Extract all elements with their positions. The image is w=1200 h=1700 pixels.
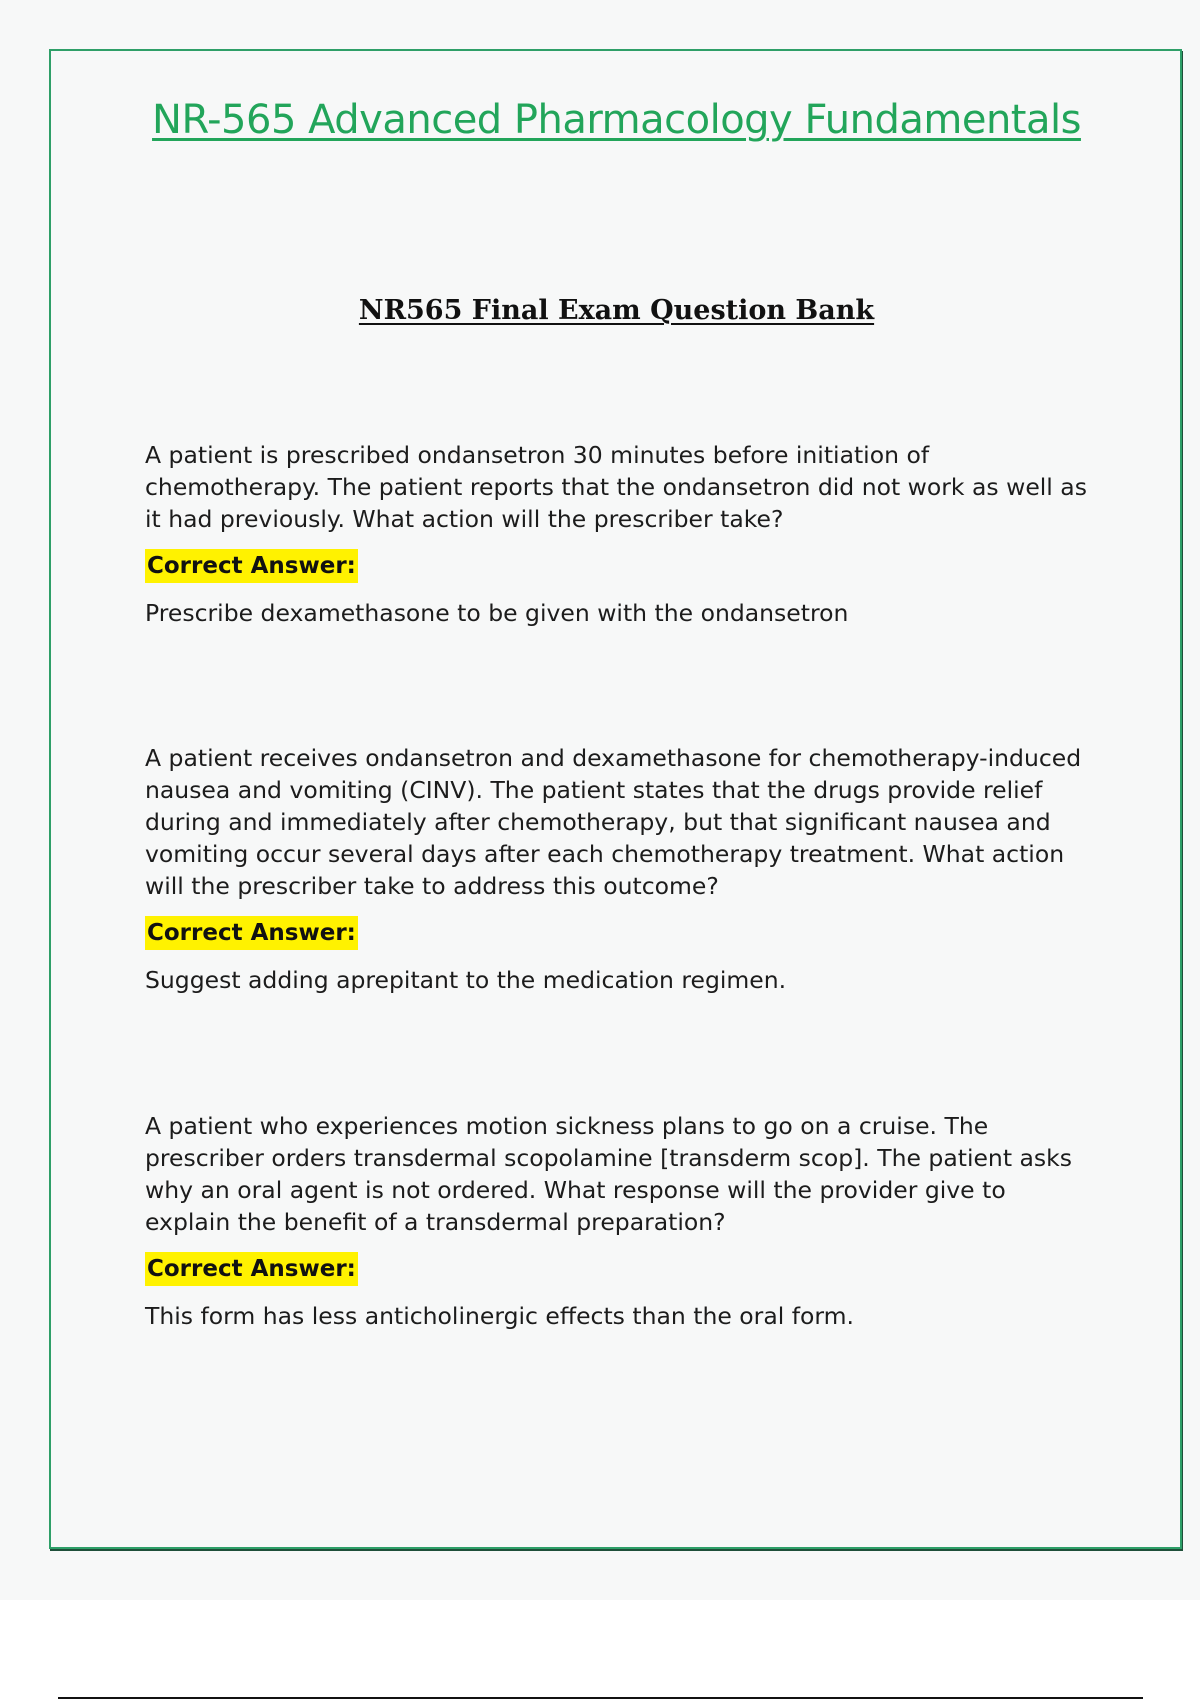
correct-answer-label: Correct Answer: — [145, 916, 358, 950]
document-subtitle: NR565 Final Exam Question Bank — [358, 295, 875, 326]
correct-answer-label: Correct Answer: — [145, 1252, 358, 1286]
answer-text: Prescribe dexamethasone to be given with the ondansetron — [145, 599, 849, 627]
question-text: A patient is prescribed ondansetron 30 minutes before initiation of chemotherapy. The patient reports that the ondansetron did not work as well as it had previously. What action will the prescriber take? — [145, 441, 1087, 533]
answer-text: This form has less anticholinergic effects than the oral form. — [145, 1302, 854, 1330]
question-block — [145, 439, 1095, 629]
document-title: NR-565 Advanced Pharmacology Fundamentals — [152, 97, 1081, 143]
footer-divider — [58, 1697, 1143, 1699]
question-text: A patient who experiences motion sickness plans to go on a cruise. The prescriber orders transdermal scopolamine [transderm scop]. The patient asks why an oral agent is not ordered. What response will the provider give to explain the benefit of a transdermal preparation? — [145, 1112, 1072, 1236]
question-block — [145, 742, 1095, 996]
answer-text: Suggest adding aprepitant to the medication regimen. — [145, 966, 787, 994]
question-text: A patient receives ondansetron and dexamethasone for chemotherapy-induced nausea and vomiting (CINV). The patient states that the drugs provide relief during and immediately after chemotherapy, but that significant nausea and vomiting occur several days after each chemotherapy treatment. What action will the prescriber take to address this outcome? — [145, 744, 1082, 900]
question-block — [145, 1110, 1095, 1332]
correct-answer-label: Correct Answer: — [145, 549, 358, 583]
